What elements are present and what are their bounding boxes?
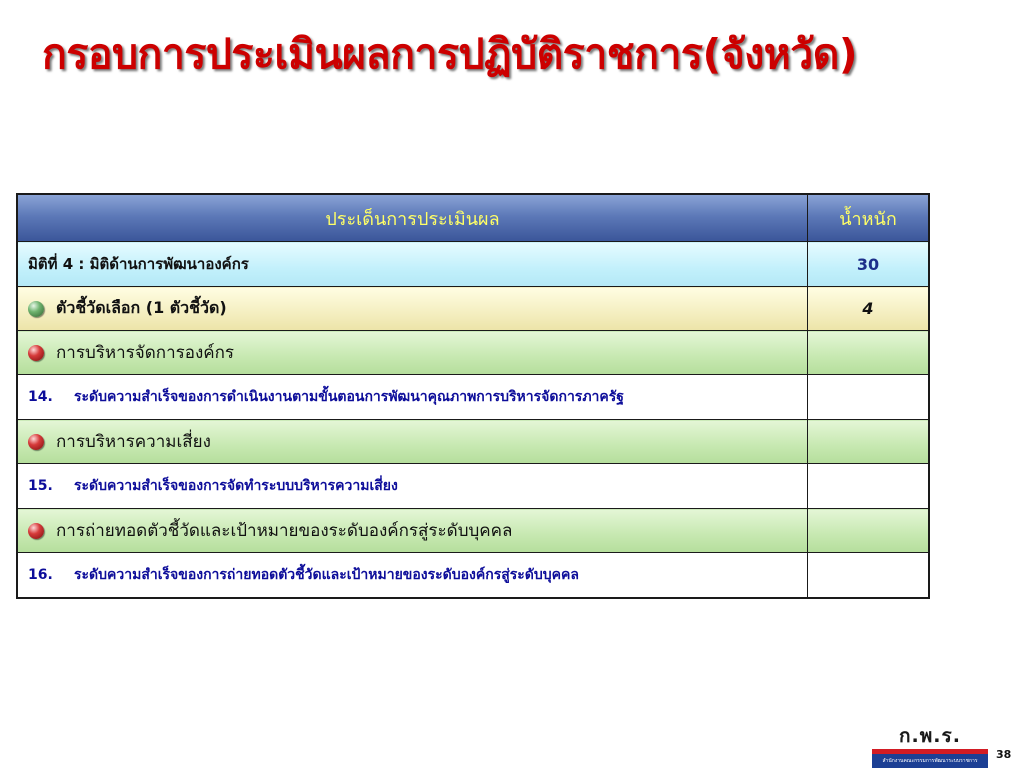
group-label: การถ่ายทอดตัวชี้วัดและเป้าหมายของระดับองค์กรสู่ระดับบุคคล — [56, 521, 513, 541]
indicator-text: ระดับความสำเร็จของการจัดทำระบบบริหารความเสี่ยง — [74, 478, 398, 494]
indicator-row — [17, 375, 929, 420]
selected-indicator-weight: 4 — [808, 287, 930, 331]
group-cell — [17, 420, 808, 464]
dimension-label: มิติที่ 4 : มิติด้านการพัฒนาองค์กร — [17, 242, 808, 287]
indicator-number: 14. — [28, 389, 53, 405]
selected-indicator-row — [17, 287, 929, 331]
indicator-text: ระดับความสำเร็จของการถ่ายทอดตัวชี้วัดและเป้าหมายของระดับองค์กรสู่ระดับบุคคล — [74, 567, 579, 583]
group-cell — [17, 331, 808, 375]
indicator-weight-cell — [808, 464, 930, 509]
green-bullet-icon — [28, 301, 44, 317]
group-weight-cell — [808, 420, 930, 464]
group-weight-cell — [808, 509, 930, 553]
group-row — [17, 331, 929, 375]
group-label: การบริหารความเสี่ยง — [56, 432, 211, 452]
group-label: การบริหารจัดการองค์กร — [56, 343, 235, 363]
dimension-weight: 30 — [808, 242, 930, 287]
page-number: 38 — [996, 748, 1012, 761]
logo-text: ก.พ.ร. — [899, 725, 961, 747]
header-topic: ประเด็นการประเมินผล — [17, 194, 808, 242]
red-bullet-icon — [28, 345, 44, 361]
indicator-number: 15. — [28, 478, 53, 494]
group-cell — [17, 509, 808, 553]
header-weight: น้ำหนัก — [808, 194, 930, 242]
page-title: กรอบการประเมินผลการปฏิบัติราชการ(จังหวัด) — [42, 30, 858, 78]
opdc-logo — [872, 724, 988, 768]
dimension-row — [17, 242, 929, 287]
indicator-text: ระดับความสำเร็จของการดำเนินงานตามขั้นตอนการพัฒนาคุณภาพการบริหารจัดการภาครัฐ — [74, 389, 625, 405]
indicator-number: 16. — [28, 567, 53, 583]
indicator-cell — [17, 464, 808, 509]
group-row — [17, 420, 929, 464]
indicator-row — [17, 464, 929, 509]
group-row — [17, 509, 929, 553]
indicator-row — [17, 553, 929, 599]
indicator-weight-cell — [808, 375, 930, 420]
group-weight-cell — [808, 331, 930, 375]
indicator-cell — [17, 375, 808, 420]
selected-indicator-cell — [17, 287, 808, 331]
logo-subtitle: สำนักงานคณะกรรมการพัฒนาระบบราชการ — [882, 758, 978, 764]
indicator-weight-cell — [808, 553, 930, 599]
table-header-row — [17, 194, 929, 242]
red-bullet-icon — [28, 523, 44, 539]
evaluation-table — [16, 193, 930, 599]
red-bullet-icon — [28, 434, 44, 450]
indicator-cell — [17, 553, 808, 599]
selected-indicator-label: ตัวชี้วัดเลือก (1 ตัวชี้วัด) — [56, 298, 227, 317]
